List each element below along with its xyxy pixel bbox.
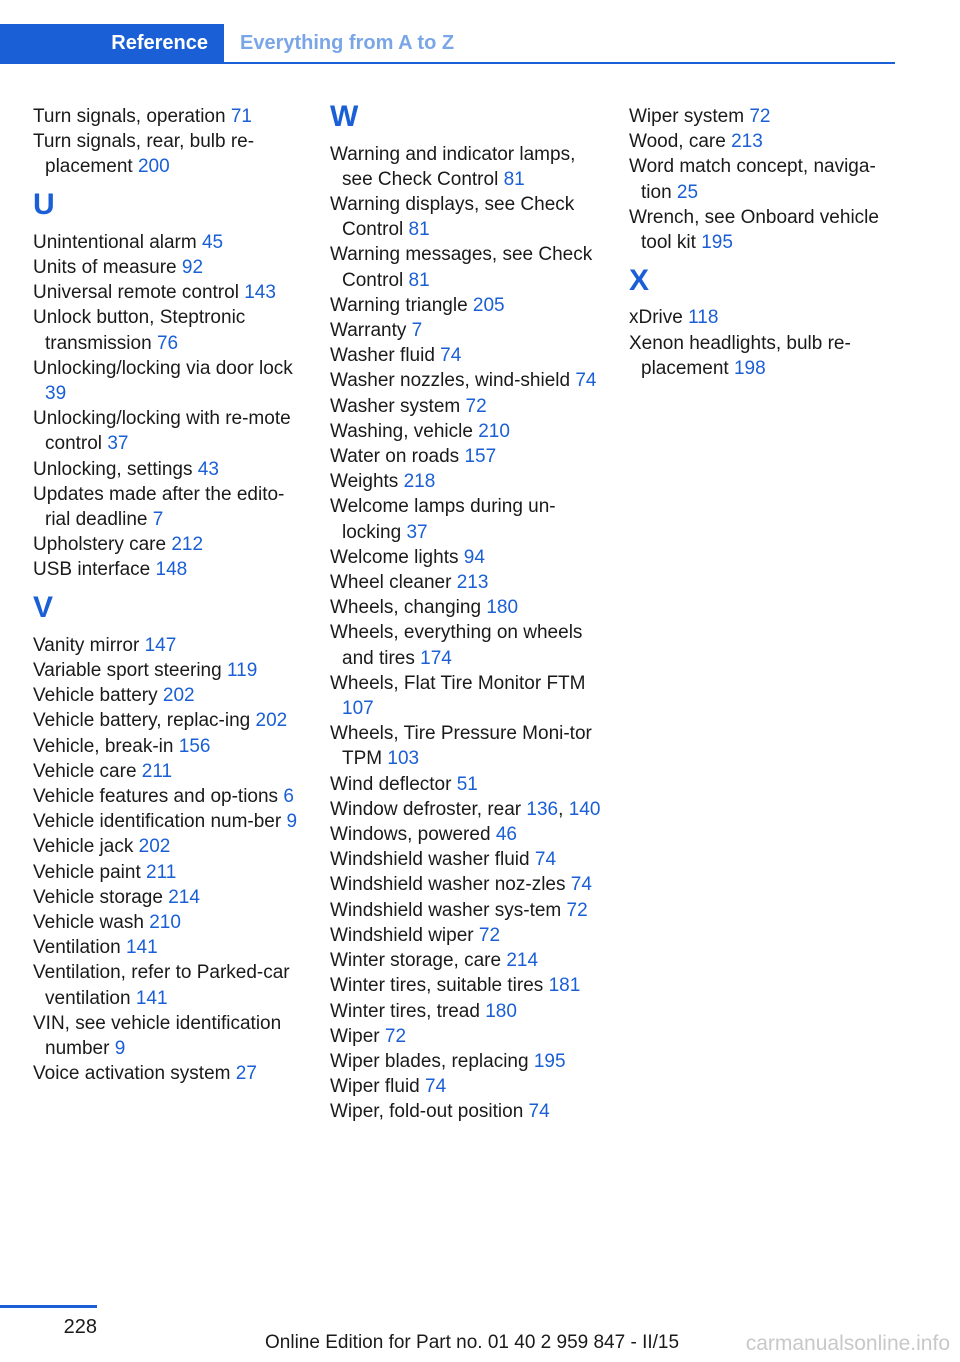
index-entry-text: Windshield wiper [330, 924, 474, 946]
index-entry [330, 923, 602, 948]
page-link[interactable]: 136 [526, 798, 559, 820]
page-link[interactable]: 202 [162, 685, 195, 707]
page-link[interactable]: 37 [107, 433, 129, 455]
index-entry [330, 1049, 602, 1074]
page-link[interactable]: 143 [244, 282, 276, 304]
index-entry [330, 192, 602, 242]
index-entry-text: Vehicle paint [33, 861, 141, 883]
index-entry [330, 293, 602, 318]
page-link[interactable]: 140 [568, 798, 601, 820]
index-entry [33, 129, 305, 179]
index-entry [33, 860, 305, 885]
index-entry [330, 772, 602, 797]
page-link[interactable]: 46 [495, 824, 517, 846]
page-link[interactable]: 205 [472, 294, 505, 316]
index-entry-text: Wheel cleaner [330, 572, 452, 594]
index-entry-text: Warning triangle [330, 294, 468, 316]
index-entry [33, 834, 305, 859]
index-entry [330, 545, 602, 570]
index-entry [629, 205, 901, 255]
index-entry-text: Turn signals, operation [33, 106, 226, 127]
page-link[interactable]: 174 [420, 647, 452, 669]
index-entry [33, 482, 305, 532]
page-link[interactable]: 71 [230, 106, 252, 127]
edition-note: Online Edition for Part no. 01 40 2 959 847 - II/15 [265, 1332, 680, 1353]
index-entry-text: Wiper system [629, 106, 745, 127]
page-link[interactable]: 81 [503, 168, 525, 190]
page-link[interactable]: 25 [676, 181, 699, 203]
index-entry [330, 494, 602, 544]
page-link[interactable]: 181 [548, 975, 581, 997]
index-entry-text: Wiper, fold-out position [330, 1101, 524, 1123]
index-entry-text: Warning displays, see Check Control [330, 194, 575, 241]
index-entry-text: Upholstery care [33, 534, 167, 556]
index-entry [330, 721, 602, 771]
index-entry [330, 948, 602, 973]
index-entry [33, 734, 305, 759]
index-entry [33, 935, 305, 960]
index-entry-text: Wrench, see Onboard vehicle tool kit [629, 206, 879, 254]
index-entry-text: Welcome lamps during un-locking [330, 496, 556, 543]
index-entry-text: Xenon headlights, bulb re-placement [629, 332, 851, 379]
page-link[interactable]: 72 [478, 924, 501, 946]
index-entry-text: Vehicle, break-in [33, 735, 174, 757]
index-entry [33, 532, 305, 557]
index-entry-text: Unlocking/locking with re-mote control [33, 408, 291, 455]
page-link[interactable]: 141 [135, 987, 168, 1009]
index-entry-text: Word match concept, naviga-tion [629, 156, 876, 203]
page-link[interactable]: 211 [141, 760, 173, 782]
index-entry [330, 368, 602, 393]
index-entry [33, 406, 305, 456]
index-entry [629, 129, 901, 154]
index-entry-text: Wheels, Flat Tire Monitor FTM [330, 672, 586, 694]
page-link[interactable]: 72 [465, 395, 487, 417]
index-entry-text: Washer system [330, 395, 461, 417]
index-entry-text: Variable sport steering [33, 660, 222, 682]
index-entry-text: Winter tires, tread [330, 1000, 480, 1022]
index-letter-heading: U [33, 188, 55, 222]
index-entry-text: Turn signals, rear, bulb re-placement [33, 131, 255, 178]
index-entry-text: Warning messages, see Check Control [330, 244, 593, 291]
index-entry-text: VIN, see vehicle identification number [33, 1012, 282, 1060]
index-column-1 [33, 104, 305, 1086]
watermark: carmanualsonline.info [745, 1332, 950, 1355]
index-entry-text: Wiper [330, 1025, 380, 1047]
page-link[interactable]: 7 [411, 320, 423, 342]
page-link[interactable]: 212 [171, 534, 204, 556]
index-entry [330, 1024, 602, 1049]
page-link[interactable]: 74 [534, 849, 557, 871]
index-entry [330, 973, 602, 998]
index-entry-text: Unintentional alarm [33, 231, 197, 253]
index-entry-text: Welcome lights [330, 546, 459, 568]
index-entry [33, 658, 305, 683]
page-link[interactable]: 39 [45, 383, 67, 405]
page-link[interactable]: 213 [456, 572, 489, 594]
index-entry-text: Universal remote control [33, 282, 239, 304]
page-link[interactable]: 214 [506, 950, 539, 972]
page-link[interactable]: 81 [408, 219, 430, 241]
index-column-2 [330, 100, 602, 1125]
index-entry [33, 280, 305, 305]
index-entry-text: Updates made after the edito-rial deadline [33, 483, 285, 531]
index-entry-text: xDrive [629, 307, 683, 329]
index-entry [33, 910, 305, 935]
index-entry-text: Unlock button, Steptronic transmission [33, 307, 246, 354]
index-entry [330, 318, 602, 343]
index-entry [33, 230, 305, 255]
page-link[interactable]: 107 [342, 698, 374, 720]
index-entry [330, 570, 602, 595]
index-entry [330, 469, 602, 494]
index-entry [330, 872, 602, 897]
page-link[interactable]: 211 [146, 861, 177, 883]
page-link[interactable]: 9 [114, 1038, 126, 1060]
index-entry-text: Wind deflector [330, 773, 452, 795]
index-entry-text: Windshield washer noz-zles [330, 874, 566, 896]
index-entry [330, 898, 602, 923]
page-link[interactable]: 103 [387, 748, 420, 770]
page-link[interactable]: 210 [149, 912, 181, 934]
page-link[interactable]: 74 [440, 345, 462, 367]
index-entry-text: Wiper fluid [330, 1076, 420, 1098]
index-entry-text: Windows, powered [330, 824, 491, 846]
index-entry [33, 683, 305, 708]
index-entry [330, 822, 602, 847]
page-header [0, 24, 895, 64]
index-entry [330, 343, 602, 368]
index-entry-text: Vehicle features and op-tions [33, 786, 279, 808]
index-entry-text: Vehicle jack [33, 836, 134, 858]
index-entry-text: Winter tires, suitable tires [330, 975, 544, 997]
index-entry [330, 419, 602, 444]
page-link[interactable]: 202 [138, 836, 171, 858]
index-entry-text: USB interface [33, 559, 151, 581]
page-link[interactable]: 27 [235, 1063, 257, 1085]
page-link[interactable]: 141 [125, 937, 158, 959]
page-link[interactable]: 202 [255, 710, 288, 732]
index-entry-text: Water on roads [330, 446, 460, 468]
page-link[interactable]: 9 [286, 811, 298, 833]
index-entry-text: Washer fluid [330, 345, 435, 367]
index-entry [33, 1011, 305, 1061]
index-entry [33, 885, 305, 910]
index-entry [33, 356, 305, 406]
index-entry-text: Weights [330, 471, 399, 493]
index-entry [330, 620, 602, 670]
index-entry-text: Wiper blades, replacing [330, 1050, 529, 1072]
index-entry-text: Unlocking, settings [33, 458, 193, 480]
index-entry-text: Washer nozzles, wind-shield [330, 370, 571, 392]
index-entry [330, 999, 602, 1024]
index-entry-text: Window defroster, rear [330, 798, 522, 820]
index-entry [33, 305, 305, 355]
page-link[interactable]: 198 [733, 357, 766, 379]
index-entry-text: Washing, vehicle [330, 420, 473, 442]
page-link[interactable]: 7 [152, 509, 164, 531]
index-entry [33, 759, 305, 784]
page-link[interactable]: 195 [701, 232, 733, 254]
index-entry-text: Warranty [330, 320, 407, 342]
page-link[interactable]: 92 [181, 257, 204, 278]
page-link[interactable]: 72 [384, 1025, 407, 1047]
index-entry-text: Vehicle identification num-ber [33, 811, 282, 833]
page-link[interactable]: 37 [406, 521, 428, 543]
page-link[interactable]: 210 [478, 420, 510, 442]
index-entry: Window defroster, rear 136, 140 [330, 798, 601, 820]
index-entry-text: Wheels, everything on wheels and tires [330, 622, 583, 669]
index-letter-heading: V [33, 591, 54, 625]
index-entry-text: Wheels, Tire Pressure Moni-tor TPM [330, 723, 592, 770]
index-entry [330, 142, 602, 192]
index-entry [33, 104, 305, 129]
index-entry [33, 557, 305, 582]
index-entry [330, 394, 602, 419]
index-entry [33, 633, 305, 658]
page-link[interactable]: 119 [226, 660, 258, 682]
index-entry-text: Winter storage, care [330, 950, 502, 972]
index-entry [330, 595, 602, 620]
index-entry-text: Voice activation system [33, 1063, 231, 1085]
index-entry-text: Vanity mirror [33, 634, 140, 656]
page-link[interactable]: 74 [575, 370, 597, 392]
index-entry-text: Ventilation [33, 937, 121, 959]
index-entry-text: Vehicle storage [33, 886, 163, 908]
index-letter-heading: X [629, 263, 650, 297]
page-link[interactable]: 213 [731, 131, 763, 153]
index-entry [330, 671, 602, 721]
page-link[interactable]: 157 [464, 446, 497, 468]
page-link[interactable]: 94 [463, 546, 485, 568]
page-link[interactable]: 45 [201, 231, 224, 253]
page-link[interactable]: 200 [137, 156, 170, 178]
index-entry [33, 255, 305, 280]
index-entry [33, 457, 305, 482]
index-entry [629, 104, 901, 129]
page-title: Everything from A to Z [240, 32, 455, 54]
page-number: 228 [63, 1316, 97, 1338]
index-entry-text: Vehicle care [33, 760, 137, 782]
index-entry [33, 960, 305, 1010]
index-entry-text: Wheels, changing [330, 597, 482, 619]
page-link[interactable]: 118 [688, 307, 719, 329]
page-link[interactable]: 74 [528, 1101, 550, 1123]
index-letter-heading: W [330, 100, 359, 133]
page-link[interactable]: 214 [168, 886, 200, 908]
index-entry [330, 444, 602, 469]
page-link[interactable]: 147 [144, 634, 177, 656]
index-entry [330, 847, 602, 872]
page-link[interactable]: 148 [155, 559, 188, 581]
page-link[interactable]: 74 [570, 874, 592, 896]
page-link[interactable]: 74 [425, 1076, 447, 1098]
index-entry [33, 809, 305, 834]
index-entry-text: Vehicle battery [33, 685, 158, 707]
page-link[interactable]: 218 [403, 471, 436, 493]
page-link[interactable]: 43 [197, 458, 219, 480]
index-entry [330, 1099, 602, 1124]
index-entry-text: Units of measure [33, 257, 177, 278]
index-entry [330, 1074, 602, 1099]
index-entry-text: Vehicle wash [33, 912, 144, 934]
index-entry-text: Unlocking/locking via door lock [33, 357, 293, 379]
index-entry [629, 331, 901, 381]
page-link[interactable]: 6 [283, 786, 294, 808]
index-entry [629, 154, 901, 204]
index-entry-text: Warning and indicator lamps, see Check Control [330, 143, 576, 190]
index-entry-text: Vehicle battery, replac-ing [33, 710, 251, 732]
page-link[interactable]: 72 [749, 106, 771, 127]
page-link[interactable]: 81 [408, 269, 430, 291]
page-link[interactable]: 51 [456, 773, 478, 795]
page-link[interactable]: 156 [178, 735, 211, 757]
index-entry-text: Windshield washer sys-tem [330, 899, 562, 921]
page-link[interactable]: 72 [566, 899, 588, 921]
index-entry-text: Windshield washer fluid [330, 849, 530, 871]
page-link[interactable]: 180 [486, 597, 519, 619]
footer-rule [0, 1305, 97, 1308]
index-entry-text: Wood, care [629, 131, 726, 153]
section-tab: Reference [0, 24, 224, 62]
index-entry-text: Ventilation, refer to Parked-car ventilation [33, 962, 290, 1009]
page-link[interactable]: 195 [533, 1050, 566, 1072]
page-link[interactable]: 76 [156, 332, 179, 354]
index-entry [330, 242, 602, 292]
index-column-3 [629, 104, 901, 381]
index-entry [33, 1061, 305, 1086]
index-entry [33, 784, 305, 809]
page-link[interactable]: 180 [485, 1000, 517, 1022]
index-entry [629, 305, 901, 330]
index-entry [33, 708, 305, 733]
